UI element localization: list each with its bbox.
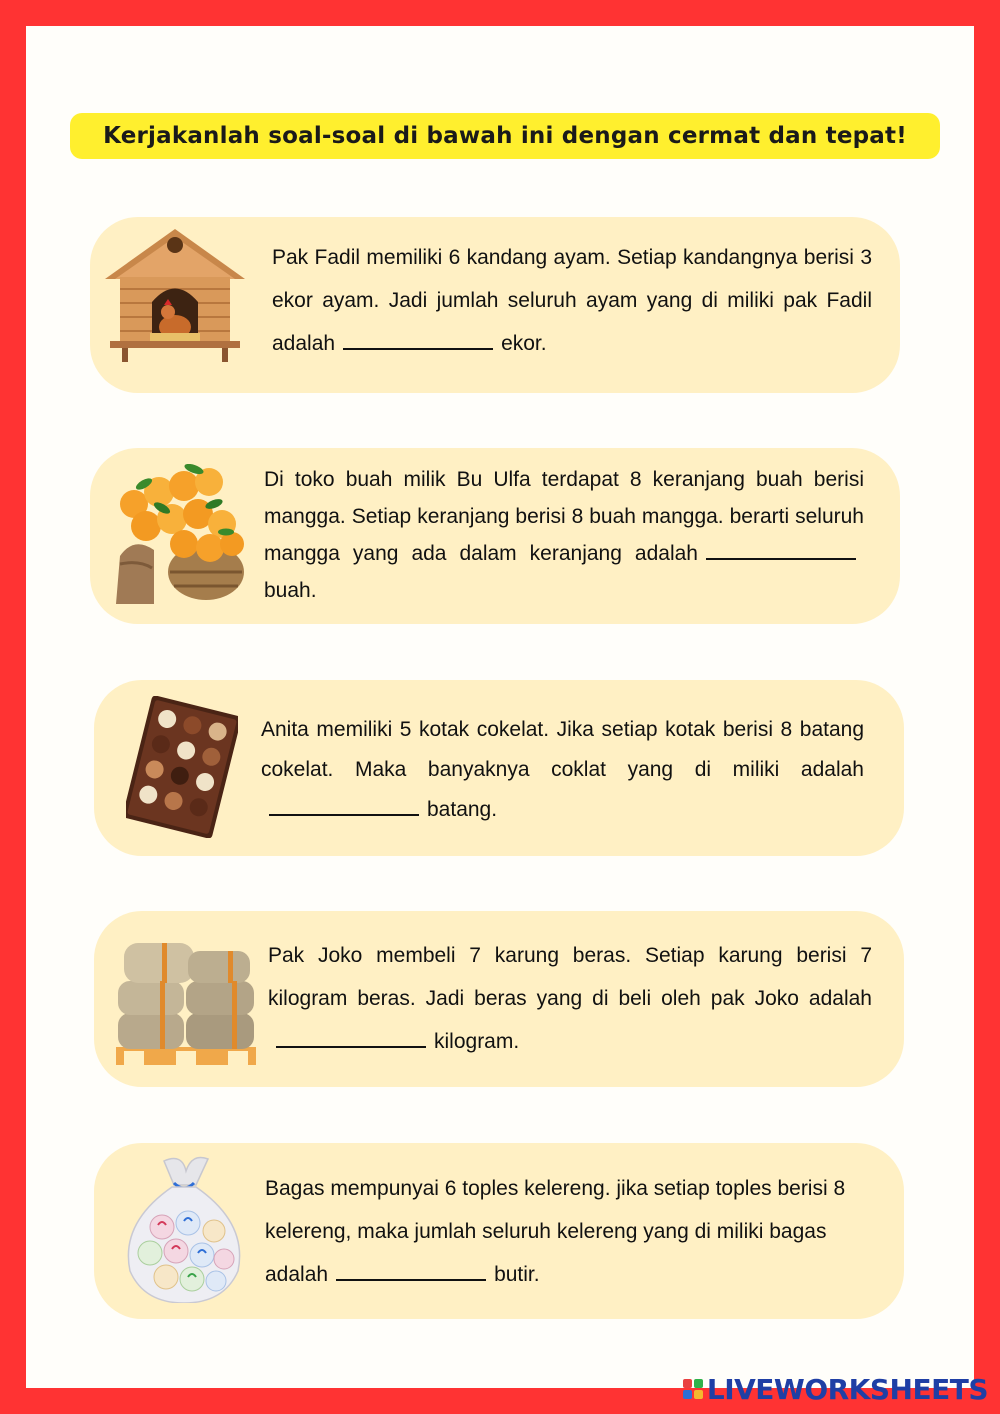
answer-blank-3[interactable] [269,800,419,816]
question-1-prompt: Pak Fadil memiliki 6 kandang ayam. Setiap kandangnya berisi 3 ekor ayam. Jadi jumlah seluruh ayam yang di miliki pak Fadil adalah [272,246,872,355]
question-5-unit: butir. [494,1263,540,1286]
question-3-prompt: Anita memiliki 5 kotak cokelat. Jika setiap kotak berisi 8 batang cokelat. Maka banyaknya coklat yang di miliki adalah [261,718,864,781]
question-1-unit: ekor. [501,332,547,355]
question-text-1 [272,236,872,365]
marble-bag-icon [124,1153,244,1303]
question-text-3 [261,710,864,830]
rice-sacks-icon [116,937,256,1067]
mango-basket-icon [114,464,246,604]
question-card-2 [90,448,900,624]
title-banner [70,113,940,159]
question-4-prompt: Pak Joko membeli 7 karung beras. Setiap karung berisi 7 kilogram beras. Jadi beras yang di beli oleh pak Joko adalah [268,944,872,1010]
brand-name: LIVEWORKSHEETS [706,1372,988,1406]
answer-blank-1[interactable] [343,334,493,350]
question-5-prompt: Bagas mempunyai 6 toples kelereng. jika setiap toples berisi 8 kelereng, maka jumlah seluruh kelereng yang di miliki bagas adalah [265,1177,846,1286]
question-card-5 [94,1143,904,1319]
liveworksheets-logo [683,1371,988,1407]
question-2-prompt: Di toko buah milik Bu Ulfa terdapat 8 keranjang buah berisi mangga. Setiap keranjang berisi 8 buah mangga. berarti seluruh mangga yang ada dalam keranjang adalah [264,468,864,565]
question-4-unit: kilogram. [434,1030,520,1053]
page-title: Kerjakanlah soal-soal di bawah ini dengan cermat dan tepat! [103,123,907,149]
chocolate-box-icon [126,696,238,838]
question-text-4 [268,934,872,1063]
answer-blank-2[interactable] [706,544,856,560]
answer-blank-5[interactable] [336,1265,486,1281]
question-3-unit: batang. [427,798,498,821]
question-card-1 [90,217,900,393]
question-card-3 [94,680,904,856]
logo-mark-icon [683,1379,703,1399]
question-2-unit: buah. [264,579,317,602]
worksheet [26,26,974,1388]
question-text-5 [265,1167,865,1296]
chicken-coop-icon [100,227,250,362]
question-card-4 [94,911,904,1087]
question-text-2 [264,461,864,609]
answer-blank-4[interactable] [276,1032,426,1048]
